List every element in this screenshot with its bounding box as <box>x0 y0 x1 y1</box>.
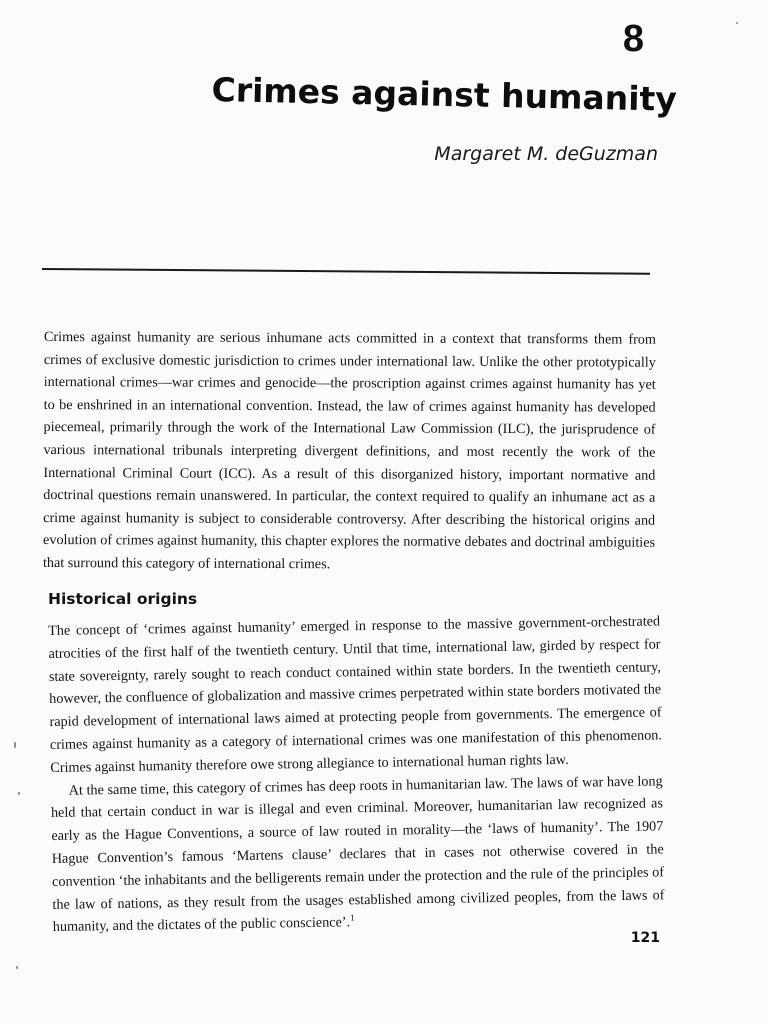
section-heading: Historical origins <box>48 590 198 608</box>
paragraph-2-text: At the same time, this category of crimes has deep roots in humanitarian law. The laws of war have long held that certain conduct in war is illegal and even criminal. Moreover, humanitarian law recognized as early as the Hague Conventions, a source of law routed in morality—the ‘laws of humanity’. The 1907 Hague Convention’s famous ‘Martens clause’ declares that in cases not otherwise covered in the convention ‘the inhabitants and the belligerents remain under the protection and the rule of the principles of the law of nations, as they result from the usages established among civilized peoples, from the laws of humanity, and the dictates of the public conscience’. <box>50 772 665 936</box>
scan-speck <box>18 792 20 795</box>
scan-speck <box>14 742 16 748</box>
scan-speck <box>16 966 18 969</box>
chapter-author: Margaret M. deGuzman <box>434 143 658 165</box>
footnote-marker: 1 <box>349 912 355 923</box>
paragraph-1-text: The concept of ‘crimes against humanity’ emerged in response to the massive government-orchestrated atrocities of the first half of the twentieth century. Until that time, international law, girded by respect for state sovereignty, rarely sought to reach conduct contained within state borders. In the twentieth century, however, the confluence of globalization and massive crimes perpetrated within state borders motivated the rapid development of international laws aimed at protecting people from governments. The emergence of crimes against humanity as a category of international crimes was one manifestation of this phenomenon. Crimes against humanity therefore owe strong allegiance to international human rights law. <box>48 613 663 776</box>
section-body <box>48 610 665 939</box>
page-number: 121 <box>630 930 660 946</box>
title-divider <box>42 268 650 275</box>
chapter-abstract: Crimes against humanity are serious inhumane acts committed in a context that transforms them from crimes of exclusive domestic jurisdiction to crimes under international law. Unlike the other prototypically international crimes—war crimes and genocide—the proscription against crimes against humanity has yet to be enshrined in an international convention. Instead, the law of crimes against humanity has developed piecemeal, primarily through the work of the International Law Commission (ILC), the jurisprudence of various international tribunals interpreting divergent definitions, and most recently the work of the International Criminal Court (ICC). As a result of this disorganized history, important normative and doctrinal questions remain unanswered. In particular, the context required to qualify an inhumane act as a crime against humanity is subject to considerable controversy. After describing the historical origins and evolution of crimes against humanity, this chapter explores the normative debates and doctrinal ambiguities that surround this category of international crimes. <box>42 328 656 573</box>
body-paragraph-1 <box>48 610 662 779</box>
chapter-title: Crimes against humanity <box>211 70 678 119</box>
body-paragraph-2 <box>51 770 665 939</box>
scan-speck <box>736 22 738 24</box>
chapter-number: 8 <box>622 18 644 60</box>
